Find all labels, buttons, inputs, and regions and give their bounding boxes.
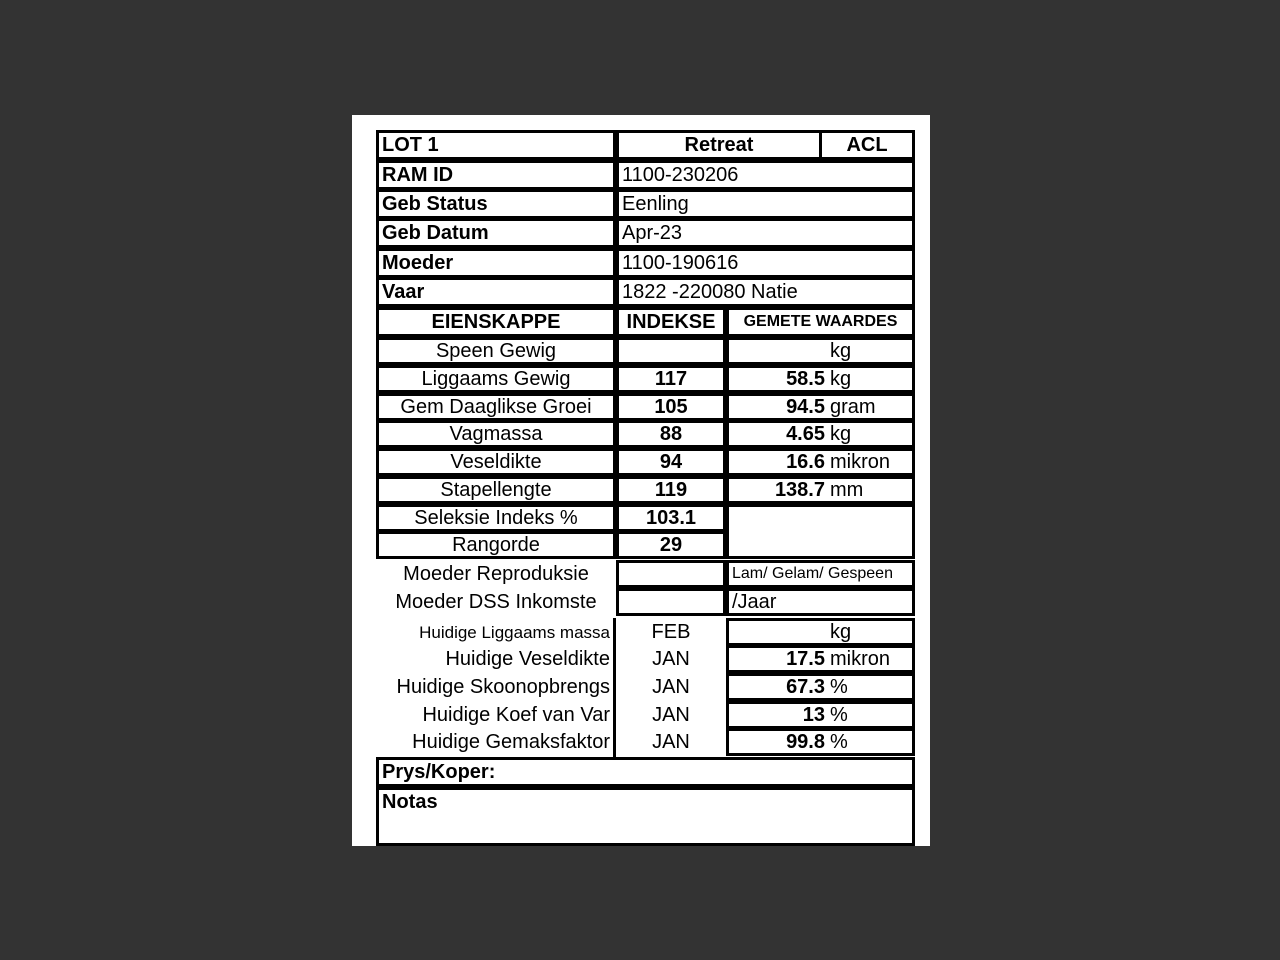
trait-unit: mikron xyxy=(830,451,891,473)
divider xyxy=(613,618,616,757)
trait-unit: kg xyxy=(830,423,852,445)
current-month: JAN xyxy=(652,731,690,753)
current-unit: % xyxy=(830,731,848,753)
current-label: Huidige Skoonopbrengs xyxy=(396,676,610,698)
trait-measured xyxy=(726,337,915,365)
current-measured xyxy=(726,701,915,729)
dam-dss-income-value: /Jaar xyxy=(726,588,915,616)
ram-id-value: 1100-230206 xyxy=(616,160,915,190)
lot-number: LOT 1 xyxy=(376,130,616,160)
current-measured xyxy=(726,618,915,646)
sire-label: Vaar xyxy=(376,277,616,307)
trait-measured xyxy=(726,476,915,504)
breeder-code: ACL xyxy=(819,130,915,160)
trait-unit: gram xyxy=(830,396,876,418)
dam-reproduction-value: Lam/ Gelam/ Gespeen xyxy=(726,560,915,588)
trait-name: Liggaams Gewig xyxy=(376,365,616,393)
current-unit: % xyxy=(830,676,848,698)
current-month: JAN xyxy=(652,704,690,726)
current-label: Huidige Liggaams massa xyxy=(419,622,610,642)
trait-index: 94 xyxy=(616,448,726,476)
current-value: 99.8 xyxy=(786,731,825,753)
birth-date-value: Apr-23 xyxy=(616,218,915,248)
trait-name: Gem Daaglikse Groei xyxy=(376,393,616,421)
notes-field[interactable]: Notas xyxy=(376,787,915,846)
trait-unit: kg xyxy=(830,368,852,390)
trait-measured xyxy=(726,448,915,476)
measured-column-header: GEMETE WAARDES xyxy=(726,307,915,337)
dam-dss-income-label: Moeder DSS Inkomste xyxy=(395,591,597,613)
current-measured xyxy=(726,673,915,701)
trait-unit: kg xyxy=(830,340,852,362)
trait-name: Speen Gewig xyxy=(376,337,616,365)
trait-value: 58.5 xyxy=(786,368,825,390)
current-label: Huidige Veseldikte xyxy=(445,648,610,670)
current-month: JAN xyxy=(652,676,690,698)
current-measured xyxy=(726,645,915,673)
current-value: 67.3 xyxy=(786,676,825,698)
trait-index: 117 xyxy=(616,365,726,393)
dam-reproduction-index xyxy=(616,560,726,588)
current-label: Huidige Gemaksfaktor xyxy=(412,731,610,753)
birth-status-value: Eenling xyxy=(616,189,915,219)
sire-value: 1822 -220080 Natie xyxy=(616,277,915,307)
selection-index-label: Seleksie Indeks % xyxy=(376,504,616,532)
ranking-value: 29 xyxy=(616,531,726,559)
current-unit: mikron xyxy=(830,648,891,670)
trait-index: 88 xyxy=(616,420,726,448)
traits-column-header: EIENSKAPPE xyxy=(376,307,616,337)
dam-label: Moeder xyxy=(376,248,616,278)
price-buyer-field[interactable]: Prys/Koper: xyxy=(376,757,915,787)
dam-value: 1100-190616 xyxy=(616,248,915,278)
trait-measured xyxy=(726,365,915,393)
trait-value: 94.5 xyxy=(786,396,825,418)
ram-id-label: RAM ID xyxy=(376,160,616,190)
current-value: 17.5 xyxy=(786,648,825,670)
selection-blank-cell xyxy=(726,504,915,559)
current-unit: kg xyxy=(830,621,852,643)
selection-index-value: 103.1 xyxy=(616,504,726,532)
indexes-column-header: INDEKSE xyxy=(616,307,726,337)
current-measured xyxy=(726,728,915,756)
trait-index: 105 xyxy=(616,393,726,421)
trait-measured xyxy=(726,420,915,448)
current-label: Huidige Koef van Var xyxy=(422,704,610,726)
ranking-label: Rangorde xyxy=(376,531,616,559)
trait-measured xyxy=(726,393,915,421)
current-month: FEB xyxy=(651,621,691,643)
trait-index xyxy=(616,337,726,365)
farm-name: Retreat xyxy=(616,130,822,160)
lot-sheet xyxy=(352,115,930,846)
trait-name: Veseldikte xyxy=(376,448,616,476)
trait-value: 138.7 xyxy=(774,479,825,501)
current-value: 13 xyxy=(802,704,825,726)
trait-name: Stapellengte xyxy=(376,476,616,504)
current-unit: % xyxy=(830,704,848,726)
dam-reproduction-label: Moeder Reproduksie xyxy=(403,563,589,585)
trait-index: 119 xyxy=(616,476,726,504)
dam-dss-income-index xyxy=(616,588,726,616)
trait-value: 4.65 xyxy=(786,423,825,445)
trait-value: 16.6 xyxy=(786,451,825,473)
trait-unit: mm xyxy=(830,479,864,501)
birth-status-label: Geb Status xyxy=(376,189,616,219)
trait-name: Vagmassa xyxy=(376,420,616,448)
current-month: JAN xyxy=(652,648,690,670)
birth-date-label: Geb Datum xyxy=(376,218,616,248)
